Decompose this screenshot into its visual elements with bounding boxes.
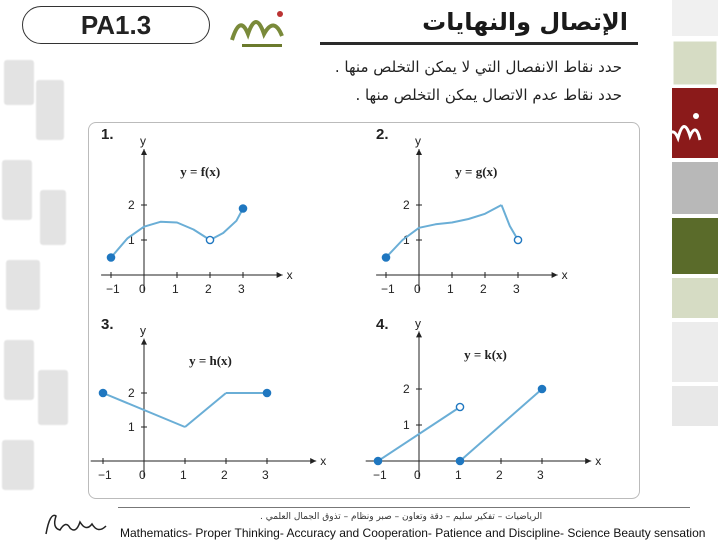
x-tick-label: 1 xyxy=(172,282,179,296)
filled-point xyxy=(382,254,389,261)
x-axis-arrow xyxy=(552,272,558,278)
title-underline xyxy=(320,42,638,45)
filled-point xyxy=(263,389,270,396)
graph-number: 2. xyxy=(376,126,389,143)
footer-english: Mathematics- Proper Thinking- Accuracy and Cooperation- Patience and Discipline- Science Beauty sensation xyxy=(120,526,706,540)
curve-segment xyxy=(185,393,226,427)
y-tick-label: 2 xyxy=(403,198,410,212)
filled-point xyxy=(99,389,106,396)
graph-2 xyxy=(376,126,568,296)
x-tick-label: 0 xyxy=(414,282,421,296)
y-axis-arrow xyxy=(416,149,422,155)
aqra-logo-icon xyxy=(222,4,302,52)
function-label: y = g(x) xyxy=(455,164,498,179)
graph-number: 4. xyxy=(376,316,389,333)
x-tick-label: 1 xyxy=(447,282,454,296)
x-axis-arrow xyxy=(310,458,316,464)
x-tick-label: 2 xyxy=(480,282,487,296)
curve-segment xyxy=(111,222,210,258)
x-tick-label: 2 xyxy=(221,468,228,482)
curve-segment xyxy=(460,389,542,461)
x-tick-label: −1 xyxy=(98,468,112,482)
filled-point xyxy=(239,205,246,212)
y-axis-label: y xyxy=(415,134,421,148)
graph-3 xyxy=(91,316,327,482)
y-tick-label: 1 xyxy=(403,233,410,247)
curve-segment xyxy=(210,209,243,241)
x-axis-label: x xyxy=(595,454,602,468)
x-tick-label: 0 xyxy=(139,468,146,482)
graph-number: 1. xyxy=(101,126,114,143)
lesson-code: PA1.3 xyxy=(22,6,210,44)
x-tick-label: 0 xyxy=(414,468,421,482)
graph-number: 3. xyxy=(101,316,114,333)
x-axis-arrow xyxy=(277,272,283,278)
x-tick-label: 3 xyxy=(238,282,245,296)
page-title: الإتصال والنهايات xyxy=(422,8,628,36)
y-tick-label: 1 xyxy=(128,420,135,434)
filled-point xyxy=(456,457,463,464)
graph-4 xyxy=(366,316,602,482)
x-tick-label: 2 xyxy=(205,282,212,296)
y-tick-label: 2 xyxy=(128,198,135,212)
instruction-1: حدد نقاط الانفصال التي لا يمكن التخلص منها . xyxy=(334,58,622,76)
graph-1 xyxy=(101,126,293,296)
filled-point xyxy=(107,254,114,261)
x-tick-label: 3 xyxy=(262,468,269,482)
open-point xyxy=(206,236,213,243)
y-axis-label: y xyxy=(415,316,421,331)
graphs-canvas xyxy=(89,123,639,498)
footer-arabic: الرياضيات – تفكير سليم – دقة وتعاون – صبر ونظام – تذوق الجمال العلمي . xyxy=(260,512,543,522)
y-axis-label: y xyxy=(140,134,146,148)
y-tick-label: 1 xyxy=(128,233,135,247)
function-label: y = f(x) xyxy=(180,164,221,179)
x-tick-label: −1 xyxy=(381,282,395,296)
open-point xyxy=(456,403,463,410)
curve-segment xyxy=(502,205,519,240)
x-tick-label: 3 xyxy=(537,468,544,482)
filled-point xyxy=(538,385,545,392)
right-decorative-tiles xyxy=(668,0,720,540)
y-axis-arrow xyxy=(141,339,147,345)
open-point xyxy=(514,236,521,243)
x-axis-label: x xyxy=(286,268,293,282)
x-tick-label: −1 xyxy=(373,468,387,482)
y-axis-arrow xyxy=(141,149,147,155)
x-axis-label: x xyxy=(561,268,568,282)
x-tick-label: 2 xyxy=(496,468,503,482)
y-axis-label: y xyxy=(140,323,146,338)
instruction-2: حدد نقاط عدم الاتصال يمكن التخلص منها . xyxy=(355,86,622,104)
x-tick-label: 1 xyxy=(180,468,187,482)
curve-segment xyxy=(386,205,502,258)
aqra-side-logo-icon xyxy=(656,104,708,156)
function-label: y = h(x) xyxy=(189,353,232,368)
x-tick-label: 3 xyxy=(513,282,520,296)
y-tick-label: 2 xyxy=(128,386,135,400)
y-tick-label: 1 xyxy=(403,418,410,432)
filled-point xyxy=(374,457,381,464)
x-tick-label: 0 xyxy=(139,282,146,296)
y-tick-label: 2 xyxy=(403,382,410,396)
y-axis-arrow xyxy=(416,331,422,337)
footer-divider xyxy=(118,507,690,508)
left-decorative-tiles xyxy=(0,40,80,510)
function-label: y = k(x) xyxy=(464,347,507,362)
x-axis-label: x xyxy=(320,454,327,468)
graphs-panel xyxy=(88,122,640,499)
x-axis-arrow xyxy=(585,458,591,464)
x-tick-label: −1 xyxy=(106,282,120,296)
x-tick-label: 1 xyxy=(455,468,462,482)
signature-icon xyxy=(40,508,122,540)
